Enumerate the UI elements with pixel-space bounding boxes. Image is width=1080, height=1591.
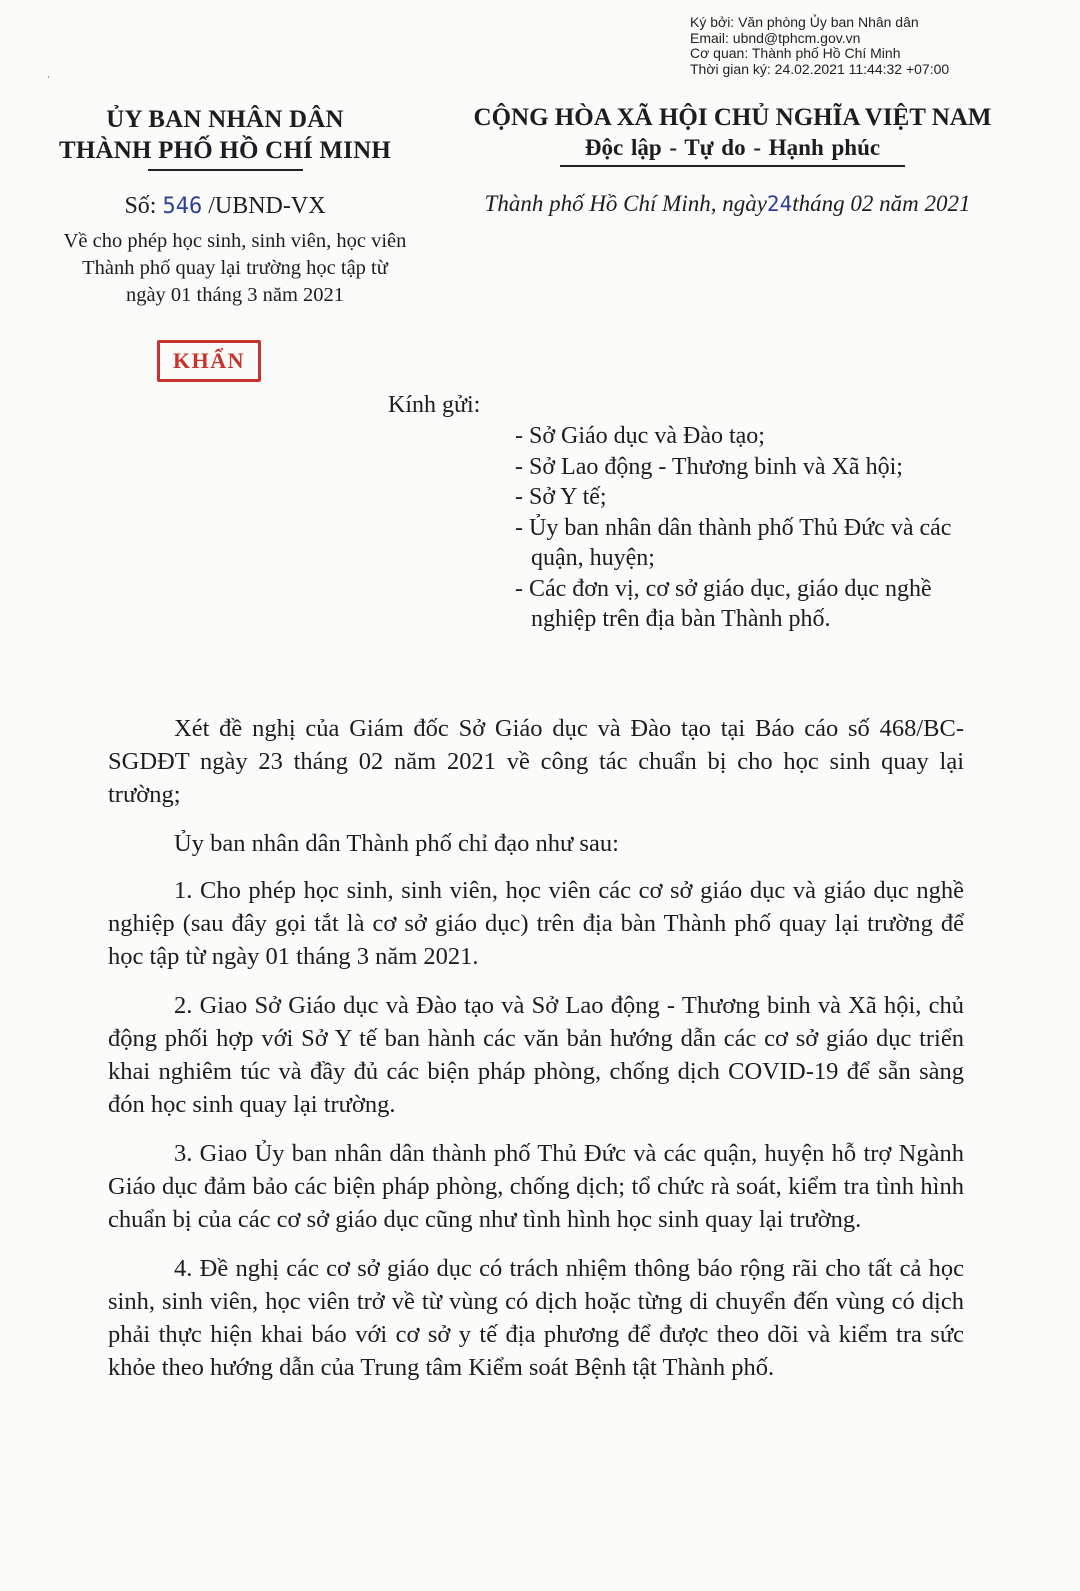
recipient-item: - Các đơn vị, cơ sở giáo dục, giáo dục nghề nghiệp trên địa bàn Thành phố. bbox=[515, 575, 932, 632]
document-number bbox=[50, 191, 400, 222]
date-day-handwritten: 24 bbox=[766, 192, 793, 216]
date-prefix: Thành phố Hồ Chí Minh, ngày bbox=[484, 191, 767, 216]
org-line-2: THÀNH PHỐ HỒ CHÍ MINH bbox=[59, 137, 391, 164]
document-body bbox=[108, 712, 964, 1400]
org-line-1: ỦY BAN NHÂN DÂN bbox=[106, 106, 344, 133]
date-suffix: tháng 02 năm 2021 bbox=[792, 191, 971, 216]
document-subject: Về cho phép học sinh, sinh viên, học viên Thành phố quay lại trường học tập từ ngày 01 tháng 3 năm 2021 bbox=[63, 230, 407, 306]
date-line bbox=[455, 187, 1000, 221]
body-paragraph: Ủy ban nhân dân Thành phố chỉ đạo như sau: bbox=[174, 830, 619, 857]
body-paragraph: Xét đề nghị của Giám đốc Sở Giáo dục và Đào tạo tại Báo cáo số 468/BC-SGDĐT ngày 23 tháng 02 năm 2021 về công tác chuẩn bị cho học sinh quay lại trường; bbox=[108, 715, 964, 808]
body-paragraph: 4. Đề nghị các cơ sở giáo dục có trách nhiệm thông báo rộng rãi cho tất cả học sinh, sinh viên, học viên trở về từ vùng có dịch hoặc từng di chuyển đến vùng có dịch phải thực hiện khai báo với cơ sở y tế địa phương để được theo dõi và kiểm tra sức khỏe theo hướng dẫn của Trung tâm Kiểm soát Bệnh tật Thành phố. bbox=[108, 1255, 964, 1381]
digital-signature-block bbox=[690, 15, 1060, 77]
signature-agency: Cơ quan: Thành phố Hồ Chí Minh bbox=[690, 45, 901, 61]
org-underline bbox=[148, 169, 303, 171]
signature-time: Thời gian ký: 24.02.2021 11:44:32 +07:00 bbox=[690, 60, 950, 77]
urgent-stamp: KHẨN bbox=[157, 340, 261, 382]
signature-signed-by: Ký bởi: Văn phòng Ủy ban Nhân dân bbox=[690, 14, 919, 30]
recipient-item: - Sở Y tế; bbox=[515, 484, 607, 510]
recipients-label: Kính gửi: bbox=[388, 392, 481, 418]
nation-line-2: Độc lập - Tự do - Hạnh phúc bbox=[584, 135, 881, 160]
doc-number-handwritten: 546 bbox=[162, 194, 203, 219]
recipient-item: - Sở Giáo dục và Đào tạo; bbox=[515, 423, 765, 449]
body-paragraph: 3. Giao Ủy ban nhân dân thành phố Thủ Đức và các quận, huyện hỗ trợ Ngành Giáo dục đảm bảo các biện pháp phòng, chống dịch; tổ chức rà soát, kiểm tra tình hình chuẩn bị của các cơ sở giáo dục cũng như tình hình học sinh quay lại trường. bbox=[108, 1140, 964, 1233]
national-motto bbox=[460, 102, 1005, 167]
nation-underline bbox=[560, 165, 905, 167]
scan-mark: ˌ bbox=[46, 62, 51, 78]
nation-line-1: CỘNG HÒA XÃ HỘI CHỦ NGHĨA VIỆT NAM bbox=[473, 104, 992, 131]
body-paragraph: 2. Giao Sở Giáo dục và Đào tạo và Sở Lao động - Thương binh và Xã hội, chủ động phối hợp với Sở Y tế ban hành các văn bản hướng dẫn các cơ sở giáo dục triển khai nghiêm túc và đầy đủ các biện pháp phòng, chống dịch COVID-19 để sẵn sàng đón học sinh quay lại trường. bbox=[108, 992, 964, 1118]
recipients-list bbox=[515, 421, 985, 635]
recipient-item: - Ủy ban nhân dân thành phố Thủ Đức và các quận, huyện; bbox=[515, 514, 952, 571]
issuing-organization bbox=[50, 104, 400, 171]
recipient-item: - Sở Lao động - Thương binh và Xã hội; bbox=[515, 453, 903, 480]
signature-email: Email: ubnd@tphcm.gov.vn bbox=[690, 29, 861, 46]
body-paragraph: 1. Cho phép học sinh, sinh viên, học viên các cơ sở giáo dục và giáo dục nghề nghiệp (sau đây gọi tắt là cơ sở giáo dục) trên địa bàn Thành phố quay lại trường để học tập từ ngày 01 tháng 3 năm 2021. bbox=[108, 877, 964, 970]
doc-number-suffix: /UBND-VX bbox=[208, 193, 326, 219]
doc-number-prefix: Số: bbox=[124, 193, 157, 219]
